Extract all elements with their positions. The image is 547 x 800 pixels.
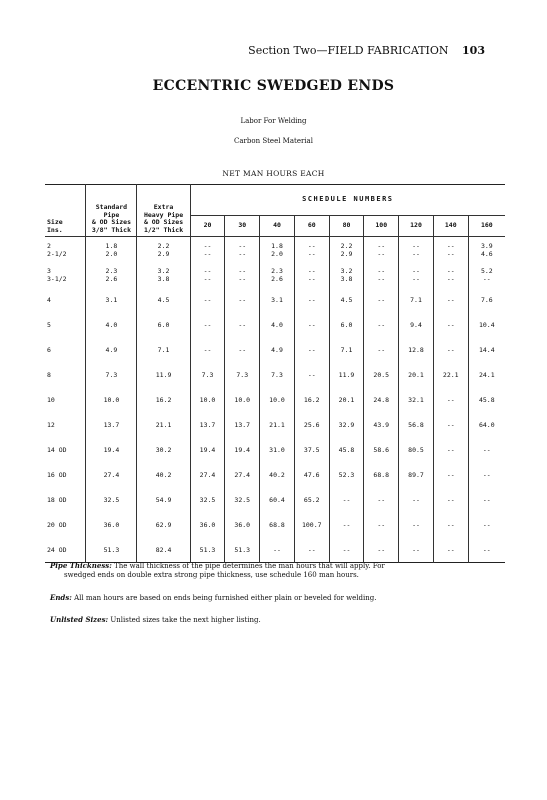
extra-heavy-cell: 30.2 [137, 437, 190, 462]
schedule-160-cell: -- [468, 487, 505, 512]
schedule-80-cell: 7.1 [329, 337, 364, 362]
schedule-80-cell: -- [329, 537, 364, 563]
size-cell: 16 OD [47, 470, 67, 479]
schedule-140-cell: -- [433, 412, 468, 437]
extra-header-line: 1/2" Thick [143, 225, 184, 234]
schedule-20-cell: -- [190, 337, 225, 362]
standard-cell: 32.5 [86, 487, 137, 512]
schedule-60-cell: -- [294, 537, 329, 563]
schedule-160-cell: -- [468, 437, 505, 462]
schedule-40-cell: -- [260, 537, 295, 563]
schedule-40-cell: 21.1 [260, 412, 295, 437]
table-row [45, 412, 505, 437]
table-row [45, 312, 505, 337]
schedule-20-cell: -- [190, 312, 225, 337]
standard-cell: 27.4 [86, 462, 137, 487]
schedule-80-cell: 52.3 [329, 462, 364, 487]
note-label: Pipe Thickness: [50, 561, 112, 570]
table-row [45, 437, 505, 462]
schedule-header-120: 120 [399, 216, 434, 237]
extra-header-line: Heavy Pipe [143, 210, 184, 219]
extra-heavy-cell: 16.2 [137, 387, 190, 412]
extra-heavy-cell: 40.2 [137, 462, 190, 487]
schedule-20-cell: 13.7 [190, 412, 225, 437]
schedule-header-160: 160 [468, 216, 505, 237]
extra-heavy-cell: 7.1 [137, 337, 190, 362]
schedule-100-cell: -- [364, 287, 399, 312]
size-cell: 18 OD [47, 495, 67, 504]
schedule-40-cell: 31.0 [260, 437, 295, 462]
schedule-140-cell: -- [433, 462, 468, 487]
note-pipe-thickness [50, 561, 500, 580]
table-row [45, 387, 505, 412]
table-row [45, 287, 505, 312]
schedule-20-cell: 27.4 [190, 462, 225, 487]
size-header-line: Size [47, 218, 63, 226]
schedule-140-cell: -- [433, 487, 468, 512]
standard-header-line: Pipe [103, 210, 120, 219]
schedule-60-cell: 16.2 [294, 387, 329, 412]
size-cell: 20 OD [47, 520, 67, 529]
schedule-100-cell: 43.9 [364, 412, 399, 437]
extra-heavy-cell: 2.2 2.9 [137, 237, 190, 263]
schedule-30-cell: 36.0 [225, 512, 260, 537]
note-text: All man hours are based on ends being furnished either plain or beveled for welding. [74, 594, 377, 602]
schedule-60-cell: -- [294, 312, 329, 337]
standard-cell: 2.3 2.6 [86, 262, 137, 287]
schedule-80-cell: 6.0 [329, 312, 364, 337]
schedule-80-cell: 32.9 [329, 412, 364, 437]
schedule-120-cell: -- -- [399, 237, 434, 263]
schedule-100-cell: -- [364, 487, 399, 512]
schedule-header-60: 60 [294, 216, 329, 237]
schedule-160-cell: 7.6 [468, 287, 505, 312]
schedule-60-cell: -- -- [294, 237, 329, 263]
schedule-60-cell: 37.5 [294, 437, 329, 462]
schedule-80-cell: 3.2 3.8 [329, 262, 364, 287]
size-header-line: Ins. [47, 225, 63, 234]
schedule-30-cell: -- [225, 337, 260, 362]
schedule-100-cell: 58.6 [364, 437, 399, 462]
man-hours-table [45, 184, 505, 563]
schedule-120-cell: 32.1 [399, 387, 434, 412]
extra-heavy-cell: 82.4 [137, 537, 190, 563]
schedule-140-cell: -- [433, 387, 468, 412]
schedule-100-cell: 24.8 [364, 387, 399, 412]
schedule-160-cell: 24.1 [468, 362, 505, 387]
note-text: The wall thickness of the pipe determines the man hours that will apply. For [114, 562, 385, 570]
extra-heavy-cell: 3.2 3.8 [137, 262, 190, 287]
schedule-40-cell: 10.0 [260, 387, 295, 412]
standard-cell: 4.0 [86, 312, 137, 337]
schedule-120-cell: 12.8 [399, 337, 434, 362]
schedule-20-cell: -- [190, 287, 225, 312]
standard-header-line: 3/8" Thick [91, 225, 131, 234]
schedule-header-140: 140 [433, 216, 468, 237]
subtitle-labor: Labor For Welding [240, 117, 307, 125]
schedule-140-cell: -- [433, 287, 468, 312]
size-cell: 2 2-1/2 [47, 241, 67, 258]
schedule-40-cell: 68.8 [260, 512, 295, 537]
schedule-100-cell: 20.5 [364, 362, 399, 387]
schedule-40-cell: 1.8 2.0 [260, 237, 295, 263]
schedule-160-cell: -- [468, 512, 505, 537]
schedule-140-cell: -- [433, 312, 468, 337]
note-ends [50, 593, 500, 603]
schedule-20-cell: 7.3 [190, 362, 225, 387]
schedule-120-cell: 56.8 [399, 412, 434, 437]
schedule-header-20: 20 [190, 216, 225, 237]
schedule-30-cell: 19.4 [225, 437, 260, 462]
schedule-80-cell: 4.5 [329, 287, 364, 312]
schedule-header-80: 80 [329, 216, 364, 237]
schedule-header-40: 40 [260, 216, 295, 237]
schedule-20-cell: 10.0 [190, 387, 225, 412]
schedule-40-cell: 4.0 [260, 312, 295, 337]
schedule-numbers-header: SCHEDULE NUMBERS [190, 185, 505, 216]
schedule-160-cell: 3.9 4.6 [468, 237, 505, 263]
schedule-120-cell: 89.7 [399, 462, 434, 487]
table-row [45, 362, 505, 387]
schedule-120-cell: -- [399, 537, 434, 563]
note-label: Unlisted Sizes: [50, 615, 109, 624]
size-cell: 5 [47, 320, 51, 329]
size-cell: 14 OD [47, 445, 67, 454]
schedule-100-cell: -- [364, 537, 399, 563]
schedule-40-cell: 3.1 [260, 287, 295, 312]
table-row [45, 337, 505, 362]
extra-header-line: & OD Sizes [143, 218, 184, 226]
schedule-120-cell: 9.4 [399, 312, 434, 337]
schedule-140-cell: 22.1 [433, 362, 468, 387]
schedule-60-cell: -- [294, 337, 329, 362]
schedule-60-cell: -- -- [294, 262, 329, 287]
standard-cell: 7.3 [86, 362, 137, 387]
schedule-30-cell: 51.3 [225, 537, 260, 563]
subtitle-material: Carbon Steel Material [234, 137, 313, 145]
schedule-30-cell: 13.7 [225, 412, 260, 437]
note-text: Unlisted sizes take the next higher listing. [110, 616, 261, 624]
schedule-60-cell: -- [294, 287, 329, 312]
extra-heavy-cell: 4.5 [137, 287, 190, 312]
schedule-80-cell: 11.9 [329, 362, 364, 387]
schedule-120-cell: -- [399, 487, 434, 512]
schedule-30-cell: 27.4 [225, 462, 260, 487]
schedule-80-cell: 20.1 [329, 387, 364, 412]
schedule-20-cell: 32.5 [190, 487, 225, 512]
schedule-100-cell: -- [364, 512, 399, 537]
schedule-20-cell: -- -- [190, 262, 225, 287]
schedule-140-cell: -- [433, 337, 468, 362]
standard-header-line: & OD Sizes [91, 218, 131, 226]
schedule-160-cell: 14.4 [468, 337, 505, 362]
schedule-60-cell: -- [294, 362, 329, 387]
schedule-80-cell: -- [329, 487, 364, 512]
schedule-100-cell: -- [364, 312, 399, 337]
schedule-100-cell: -- [364, 337, 399, 362]
schedule-40-cell: 4.9 [260, 337, 295, 362]
subtitle-units: NET MAN HOURS EACH [222, 169, 325, 178]
standard-cell: 51.3 [86, 537, 137, 563]
size-cell: 6 [47, 345, 51, 354]
size-cell: 12 [47, 420, 55, 429]
schedule-140-cell: -- [433, 537, 468, 563]
schedule-120-cell: 80.5 [399, 437, 434, 462]
schedule-120-cell: -- -- [399, 262, 434, 287]
standard-cell: 10.0 [86, 387, 137, 412]
schedule-40-cell: 2.3 2.6 [260, 262, 295, 287]
schedule-30-cell: -- -- [225, 237, 260, 263]
extra-heavy-header [137, 185, 190, 237]
schedule-140-cell: -- -- [433, 262, 468, 287]
table-row [45, 512, 505, 537]
schedule-140-cell: -- -- [433, 237, 468, 263]
standard-cell: 4.9 [86, 337, 137, 362]
schedule-100-cell: 68.8 [364, 462, 399, 487]
schedule-140-cell: -- [433, 512, 468, 537]
size-cell: 4 [47, 295, 51, 304]
size-cell: 10 [47, 395, 55, 404]
extra-header-line: Extra [153, 203, 174, 211]
schedule-160-cell: 64.0 [468, 412, 505, 437]
section-title: Section Two—FIELD FABRICATION [248, 44, 449, 57]
standard-cell: 19.4 [86, 437, 137, 462]
extra-heavy-cell: 62.9 [137, 512, 190, 537]
schedule-30-cell: -- [225, 312, 260, 337]
schedule-20-cell: 51.3 [190, 537, 225, 563]
schedule-160-cell: 45.8 [468, 387, 505, 412]
schedule-20-cell: 36.0 [190, 512, 225, 537]
standard-cell: 13.7 [86, 412, 137, 437]
schedule-30-cell: -- [225, 287, 260, 312]
schedule-40-cell: 40.2 [260, 462, 295, 487]
note-unlisted-sizes [50, 615, 500, 625]
schedule-40-cell: 7.3 [260, 362, 295, 387]
standard-cell: 1.8 2.0 [86, 237, 137, 263]
schedule-80-cell: 2.2 2.9 [329, 237, 364, 263]
table-row [45, 537, 505, 563]
schedule-160-cell: 5.2 -- [468, 262, 505, 287]
schedule-140-cell: -- [433, 437, 468, 462]
schedule-header-30: 30 [225, 216, 260, 237]
schedule-80-cell: -- [329, 512, 364, 537]
table-row [45, 262, 505, 287]
schedule-120-cell: -- [399, 512, 434, 537]
extra-heavy-cell: 54.9 [137, 487, 190, 512]
schedule-20-cell: 19.4 [190, 437, 225, 462]
extra-heavy-cell: 6.0 [137, 312, 190, 337]
page-header [248, 44, 485, 57]
schedule-100-cell: -- -- [364, 262, 399, 287]
note-label: Ends: [50, 593, 72, 602]
schedule-20-cell: -- -- [190, 237, 225, 263]
standard-pipe-header [86, 185, 137, 237]
schedule-120-cell: 20.1 [399, 362, 434, 387]
size-cell: 8 [47, 370, 51, 379]
schedule-60-cell: 47.6 [294, 462, 329, 487]
schedule-160-cell: -- [468, 462, 505, 487]
extra-heavy-cell: 11.9 [137, 362, 190, 387]
size-header [45, 185, 86, 237]
schedule-30-cell: 32.5 [225, 487, 260, 512]
table-row [45, 487, 505, 512]
extra-heavy-cell: 21.1 [137, 412, 190, 437]
standard-header-line: Standard [95, 203, 128, 211]
schedule-60-cell: 25.6 [294, 412, 329, 437]
schedule-30-cell: 7.3 [225, 362, 260, 387]
page-title: ECCENTRIC SWEDGED ENDS [152, 78, 395, 94]
schedule-40-cell: 60.4 [260, 487, 295, 512]
standard-cell: 3.1 [86, 287, 137, 312]
schedule-160-cell: -- [468, 537, 505, 563]
note-text-continued: swedged ends on double extra strong pipe thickness, use schedule 160 man hours. [64, 571, 359, 579]
page-number: 103 [462, 44, 485, 57]
size-cell: 3 3-1/2 [47, 266, 67, 283]
schedule-120-cell: 7.1 [399, 287, 434, 312]
schedule-160-cell: 10.4 [468, 312, 505, 337]
schedule-60-cell: 65.2 [294, 487, 329, 512]
table-row [45, 462, 505, 487]
table-row [45, 237, 505, 263]
schedule-60-cell: 100.7 [294, 512, 329, 537]
standard-cell: 36.0 [86, 512, 137, 537]
schedule-80-cell: 45.8 [329, 437, 364, 462]
schedule-header-100: 100 [364, 216, 399, 237]
size-cell: 24 OD [47, 545, 67, 554]
schedule-30-cell: -- -- [225, 262, 260, 287]
schedule-100-cell: -- -- [364, 237, 399, 263]
schedule-30-cell: 10.0 [225, 387, 260, 412]
